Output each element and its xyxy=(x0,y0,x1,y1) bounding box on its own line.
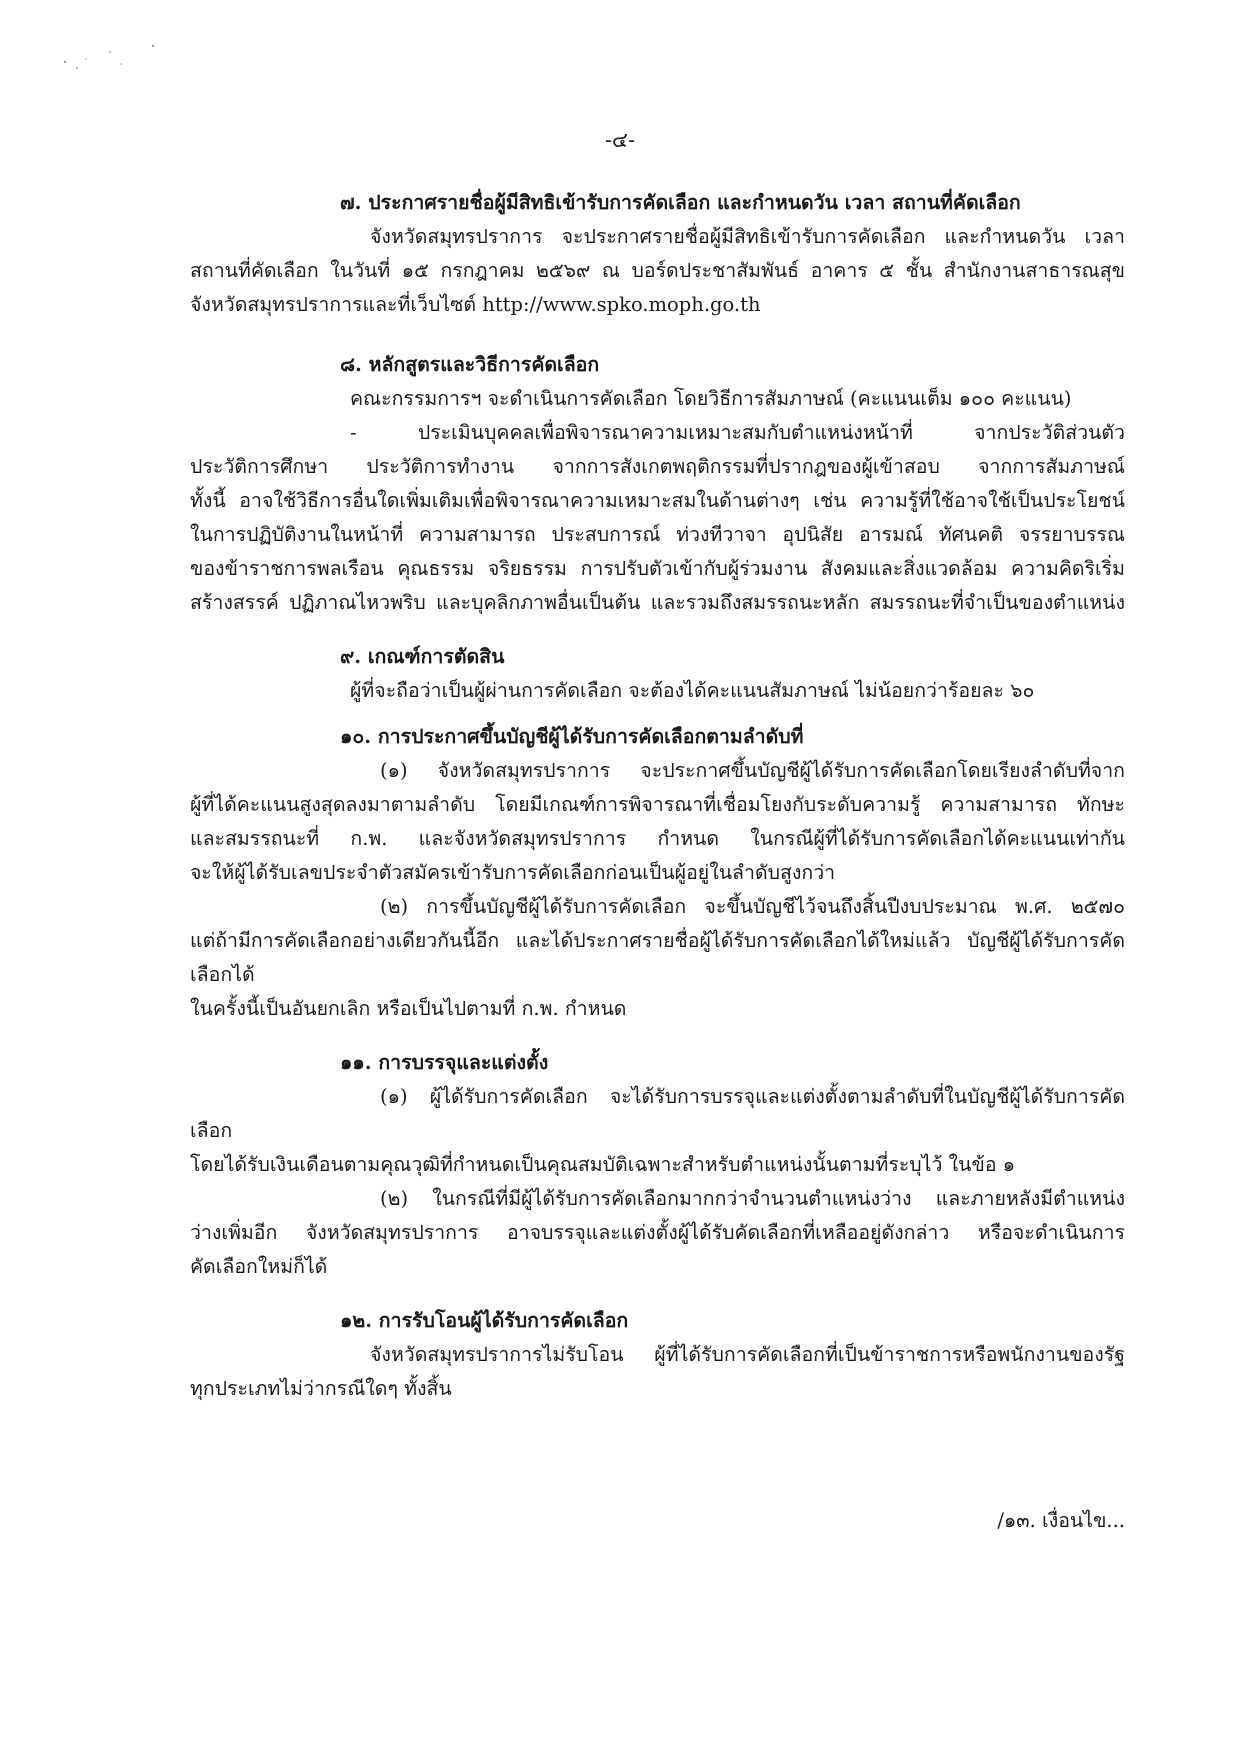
section-10 xyxy=(190,720,1125,1026)
paragraph-line: โดยได้รับเงินเดือนตามคุณวุฒิที่กำหนดเป็นคุณสมบัติเฉพาะสำหรับตำแหน่งนั้นตามที่ระบุไว้ ในข้อ ๑ xyxy=(190,1153,1016,1176)
paragraph-line: จะให้ผู้ได้รับเลขประจำตัวสมัครเข้ารับการคัดเลือกก่อนเป็นผู้อยู่ในลำดับสูงกว่า xyxy=(190,861,836,884)
paragraph-line: คัดเลือกใหม่ก็ได้ xyxy=(190,1255,328,1278)
paragraph-line: - ประเมินบุคคลเพื่อพิจารณาความเหมาะสมกับตำแหน่งหน้าที่ จากประวัติส่วนตัว xyxy=(350,421,1125,444)
paragraph-line: ว่างเพิ่มอีก จังหวัดสมุทรปราการ อาจบรรจุและแต่งตั้งผู้ได้รับคัดเลือกที่เหลืออยู่ดังกล่าว หรือจะดำเนินการ xyxy=(190,1221,1125,1244)
section-heading: ๑๑. การบรรจุและแต่งตั้ง xyxy=(340,1051,549,1074)
section-11 xyxy=(190,1046,1125,1284)
paragraph-line: (๑) จังหวัดสมุทรปราการ จะประกาศขึ้นบัญชีผู้ได้รับการคัดเลือกโดยเรียงลำดับที่จาก xyxy=(380,759,1125,782)
section-heading: ๑๒. การรับโอนผู้ได้รับการคัดเลือก xyxy=(340,1309,629,1332)
paragraph-line: จังหวัดสมุทรปราการและที่เว็บไซต์ http://www.spko.moph.go.th xyxy=(190,293,761,316)
paragraph-line: ในการปฏิบัติงานในหน้าที่ ความสามารถ ประสบการณ์ ท่วงทีวาจา อุปนิสัย อารมณ์ ทัศนคติ จรรยาบรรณ xyxy=(190,523,1125,546)
continuation-note: /๑๓. เงื่อนไข... xyxy=(997,1509,1125,1532)
section-heading: ๙. เกณฑ์การตัดสิน xyxy=(340,645,505,668)
scan-specks xyxy=(55,40,175,90)
paragraph-line: และสมรรถนะที่ ก.พ. และจังหวัดสมุทรปราการ กำหนด ในกรณีผู้ที่ได้รับการคัดเลือกได้คะแนนเท่ากัน xyxy=(190,827,1125,850)
paragraph-line: ผู้ที่ได้คะแนนสูงสุดลงมาตามลำดับ โดยมีเกณฑ์การพิจารณาที่เชื่อมโยงกับระดับความรู้ ความสามารถ ทักษะ xyxy=(190,793,1125,816)
section-heading: ๑๐. การประกาศขึ้นบัญชีผู้ได้รับการคัดเลือกตามลำดับที่ xyxy=(340,725,804,748)
paragraph-line: ประวัติการศึกษา ประวัติการทำงาน จากการสังเกตพฤติกรรมที่ปรากฎของผู้เข้าสอบ จากการสัมภาษณ์ xyxy=(190,455,1125,478)
paragraph-line: ทุกประเภทไม่ว่ากรณีใดๆ ทั้งสิ้น xyxy=(190,1377,452,1400)
section-9 xyxy=(190,640,1125,708)
paragraph-line: แต่ถ้ามีการคัดเลือกอย่างเดียวกันนี้อีก และได้ประกาศรายชื่อผู้ได้รับการคัดเลือกได้ใหม่แล้ว บัญชีผู้ได้รับการคัดเลือกได้ xyxy=(190,929,1125,986)
paragraph-line: ผู้ที่จะถือว่าเป็นผู้ผ่านการคัดเลือก จะต้องได้คะแนนสัมภาษณ์ ไม่น้อยกว่าร้อยละ ๖๐ xyxy=(350,679,1035,702)
paragraph-line: (๒) การขึ้นบัญชีผู้ได้รับการคัดเลือก จะขึ้นบัญชีไว้จนถึงสิ้นปีงบประมาณ พ.ศ. ๒๕๗๐ xyxy=(380,895,1125,918)
section-heading: ๗. ประกาศรายชื่อผู้มีสิทธิเข้ารับการคัดเลือก และกำหนดวัน เวลา สถานที่คัดเลือก xyxy=(340,191,1021,214)
paragraph-line: จังหวัดสมุทรปราการไม่รับโอน ผู้ที่ได้รับการคัดเลือกที่เป็นข้าราชการหรือพนักงานของรัฐ xyxy=(370,1343,1125,1366)
section-8 xyxy=(190,348,1125,620)
paragraph-line: (๒) ในกรณีที่มีผู้ได้รับการคัดเลือกมากกว่าจำนวนตำแหน่งว่าง และภายหลังมีตำแหน่ง xyxy=(380,1187,1125,1210)
paragraph-line: ในครั้งนี้เป็นอันยกเลิก หรือเป็นไปตามที่ ก.พ. กำหนด xyxy=(190,997,627,1020)
paragraph-line: สร้างสรรค์ ปฏิภาณไหวพริบ และบุคลิกภาพอื่นเป็นต้น และรวมถึงสมรรถนะหลัก สมรรถนะที่จำเป็นของตำแหน่ง xyxy=(190,591,1125,614)
section-7 xyxy=(190,186,1125,322)
document-body xyxy=(190,186,1125,1532)
paragraph-line: คณะกรรมการฯ จะดำเนินการคัดเลือก โดยวิธีการสัมภาษณ์ (คะแนนเต็ม ๑๐๐ คะแนน) xyxy=(350,387,1072,410)
paragraph-line: ทั้งนี้ อาจใช้วิธีการอื่นใดเพิ่มเติมเพื่อพิจารณาความเหมาะสมในด้านต่างๆ เช่น ความรู้ที่ใช้อาจใช้เป็นประโยชน์ xyxy=(190,489,1125,512)
paragraph-line: ของข้าราชการพลเรือน คุณธรรม จริยธรรม การปรับตัวเข้ากับผู้ร่วมงาน สังคมและสิ่งแวดล้อม ความคิดริเริ่ม xyxy=(190,557,1125,580)
section-12 xyxy=(190,1304,1125,1406)
paragraph-line: (๑) ผู้ได้รับการคัดเลือก จะได้รับการบรรจุและแต่งตั้งตามลำดับที่ในบัญชีผู้ได้รับการคัดเลือก xyxy=(190,1085,1125,1142)
section-heading: ๘. หลักสูตรและวิธีการคัดเลือก xyxy=(340,353,600,376)
paragraph-line: สถานที่คัดเลือก ในวันที่ ๑๕ กรกฎาคม ๒๕๖๙ ณ บอร์ดประชาสัมพันธ์ อาคาร ๕ ชั้น สำนักงานสาธารณสุข xyxy=(190,259,1125,282)
paragraph-line: จังหวัดสมุทรปราการ จะประกาศรายชื่อผู้มีสิทธิเข้ารับการคัดเลือก และกำหนดวัน เวลา xyxy=(370,225,1125,248)
page-number: -๔- xyxy=(604,128,636,152)
